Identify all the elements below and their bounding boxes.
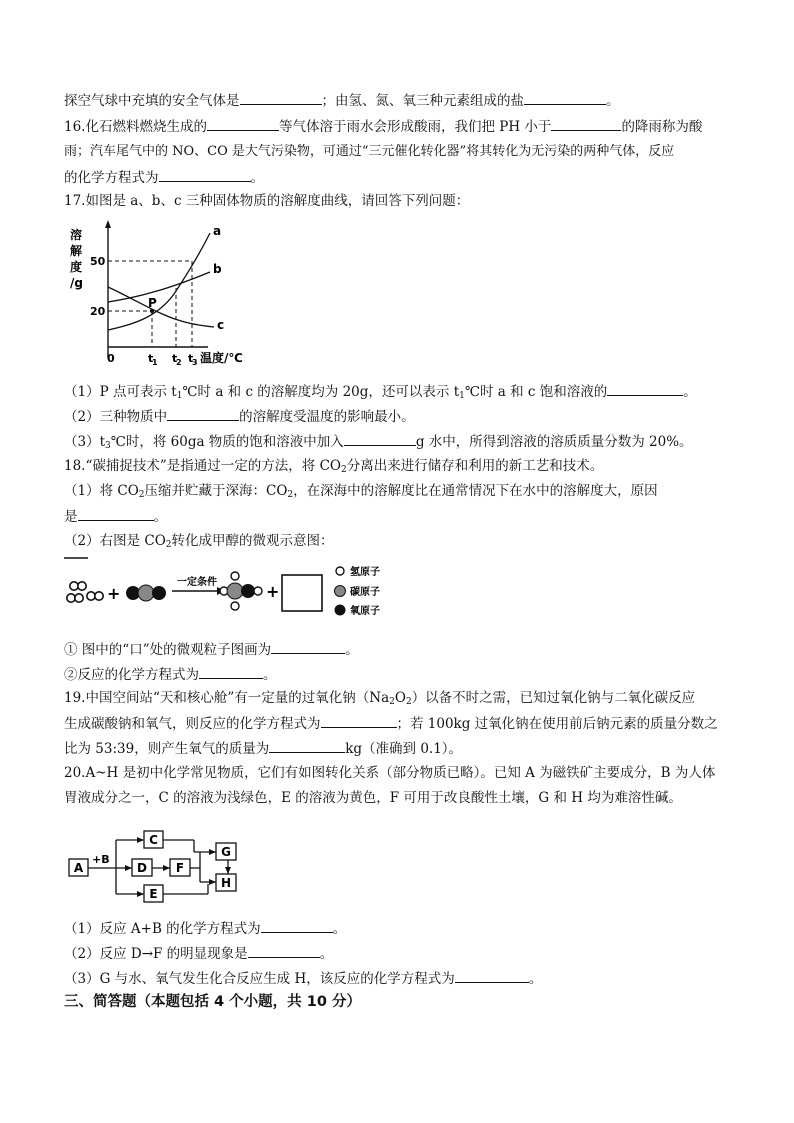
edge-label-b: +B [92,853,110,866]
y-tick-50: 50 [90,255,106,268]
plus-sign: + [266,582,280,601]
curve-a [108,233,210,330]
x-tick-t: t [148,352,154,365]
hydrogen-atom-icon [336,567,344,575]
label-e: E [149,887,158,901]
unknown-particle-box[interactable] [282,575,322,611]
q20-part-2: （2）反应 D→F 的明显现象是 。 [64,946,334,962]
condition-label: 一定条件 [177,577,217,588]
label-h: H [220,876,232,890]
y-title-1: 溶 [70,228,83,242]
legend-carbon: 碳原子 [350,587,380,598]
x-tick-sub: 1 [152,358,158,367]
answer-blank[interactable] [207,117,279,131]
answer-blank[interactable] [455,969,529,983]
y-title-4: /g [70,276,83,290]
curve-b-label: b [213,262,222,276]
curve-c [108,287,214,327]
conversion-diagram [66,826,256,908]
answer-blank[interactable] [78,507,154,521]
q20-part-1: （1）反应 A+B 的化学方程式为 。 [64,921,347,937]
label-f: F [175,861,185,875]
q16-line-2: 雨；汽车尾气中的 NO、CO 是大气污染物，可通过“三元催化转化器”将其转化为无污染的两种气体，反应 [64,144,675,159]
answer-blank[interactable] [159,168,251,182]
curve-b [108,272,210,302]
answer-blank[interactable] [199,665,263,679]
answer-blank[interactable] [551,117,621,131]
label-c: C [149,833,158,847]
answer-blank[interactable] [248,944,320,958]
label-a: A [73,861,84,875]
label-g: G [221,845,231,859]
q18-part-1-cont: 是 。 [64,509,167,525]
y-title-3: 度 [70,260,83,274]
q20-line-2: 胃液成分之一，C 的溶液为浅绿色，E 的溶液为黄色，F 可用于改良酸性土壤，G 和 H 均为难溶性碱。 [64,790,682,806]
origin-label: 0 [107,352,115,365]
solubility-curve-figure [66,218,256,368]
q16-line-3: 的化学方程式为 。 [64,170,264,186]
q19-line-3: 比为 53:39，则产生氧气的质量为 kg（准确到 0.1）。 [64,741,463,757]
legend-oxygen: 氧原子 [350,606,380,617]
y-title-2: 解 [70,244,83,258]
q18-sub-2: ②反应的化学方程式为 。 [64,667,277,683]
methanol-micro-diagram [62,554,402,626]
q17-part-2: （2）三种物质中 的溶解度受温度的影响最小。 [64,409,415,425]
plus-sign: + [107,584,121,603]
q19-line-2: 生成碳酸钠和氧气，则反应的化学方程式为 ；若 100kg 过氧化钠在使用前后钠元素的质量分数之 [64,716,718,732]
q18-sub-1: ① 图中的“口”处的微观粒子图画为 。 [64,642,359,658]
x-tick-sub: 2 [176,358,182,367]
q19-line-1: 19.中国空间站“天和核心舱”有一定量的过氧化钠$(Na_2O_2)$以备不时之需，已知过氧化钠与二氧化碳反应 [64,690,696,707]
x-title: 温度/℃ [200,351,243,365]
q17-part-3: $(3)t_3℃$时，将 60ga 物质的饱和溶液中加入 g 水中，所得到溶液的溶质质量分数为 20%。 [64,434,693,451]
curve-c-label: c [217,318,225,332]
q17-part-1: （1）P 点可表示 $t_1℃$时 a 和 c 的溶解度均为 20g，还可以表示 $t_1℃$时 a 和 c 饱和溶液的 。 [64,384,697,401]
answer-blank[interactable] [344,432,416,446]
section-heading: 三、简答题（本题包括 4 个小题，共 10 分） [64,994,361,1010]
q16-line-1: 16.化石燃料燃烧生成的 等气体溶于雨水会形成酸雨，我们把 PH 小于 的降雨称为酸 [64,119,703,135]
methanol-icon [220,572,262,610]
q18-part-1: （1）将 $CO_2$压缩并贮藏于深海：$CO_2$，在深海中的溶解度比在通常情况下在水中的溶解度大，原因 [64,483,658,500]
legend-hydrogen: 氢原子 [350,567,380,578]
hydrogen-molecules-icon [67,582,103,602]
y-axis-arrow [105,220,111,228]
x-tick-t: t [188,352,194,365]
point-p-label: P [148,296,157,310]
y-tick-20: 20 [90,305,106,318]
q18-part-2: （2）右图是 $CO_2$转化成甲醇的微观示意图： [64,533,334,550]
carbon-atom-icon [335,586,346,597]
answer-blank[interactable] [240,91,322,105]
answer-blank[interactable] [261,919,333,933]
curve-a-label: a [213,224,222,238]
q18-intro: 18.“碳捕捉技术”是指通过一定的方法，将 $CO_2$分离出来进行储存和利用的新工艺和技术。 [64,458,604,475]
answer-blank[interactable] [269,739,345,753]
x-tick-sub: 3 [192,358,198,367]
atom-legend [335,565,381,617]
answer-blank[interactable] [167,407,239,421]
q20-part-3: （3）G 与水、氧气发生化合反应生成 H，该反应的化学方程式为 。 [64,971,543,987]
oxygen-atom-icon [335,605,346,616]
x-tick-t: t [172,352,178,365]
answer-blank[interactable] [321,714,397,728]
answer-blank[interactable] [607,382,683,396]
answer-blank[interactable] [524,91,606,105]
q15-line: 探空气球中充填的安全气体是 ；由氢、氮、氧三种元素组成的盐 。 [64,93,620,109]
q20-line-1: 20.A~H 是初中化学常见物质，它们有如图转化关系（部分物质已略）。已知 A 为磁铁矿主要成分，B 为人体 [64,765,716,781]
answer-blank[interactable] [271,640,345,654]
q17-intro: 17.如图是 a、b、c 三种固体物质的溶解度曲线，请回答下列问题： [64,193,470,209]
label-d: D [137,861,147,875]
carbon-dioxide-icon [126,585,166,601]
